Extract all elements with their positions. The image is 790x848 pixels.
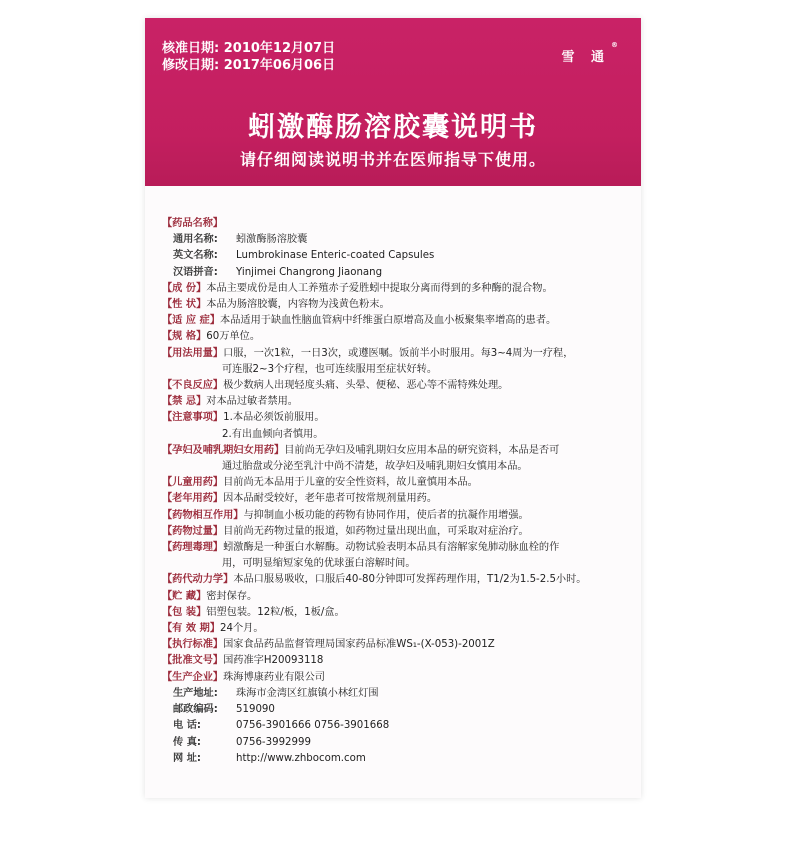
section-interactions [162, 508, 632, 524]
sub-label: 邮政编码: [173, 704, 218, 716]
section-elderly [162, 491, 632, 507]
website-value: http://www.zhbocom.com [236, 752, 366, 764]
section-value: 密封保存。 [206, 590, 258, 602]
section-value: 本品主要成份是由人工养殖赤子爱胜蚓中提取分离而得到的多种酶的混合物。 [206, 282, 553, 294]
sub-label: 传 真: [173, 736, 201, 748]
website-row [162, 751, 632, 767]
section-dosage [162, 346, 632, 362]
generic-name-row [162, 232, 632, 248]
section-pharmacokinetics [162, 572, 632, 588]
section-label: 【药物相互作用】 [162, 509, 244, 521]
section-value: 60万单位。 [206, 331, 261, 343]
section-label: 【有 效 期】 [162, 623, 221, 635]
section-label: 【药品名称】 [162, 218, 224, 229]
section-package [162, 605, 632, 621]
section-value: 口服，一次1粒，一日3次，或遵医嘱。饭前半小时服用。每3~4周为一疗程， [223, 347, 574, 359]
section-overdose [162, 524, 632, 540]
approval-date-line [162, 40, 335, 57]
fax-row [162, 735, 632, 751]
approval-date-label: 核准日期: [162, 41, 220, 56]
section-label: 【注意事项】 [162, 412, 224, 424]
section-storage [162, 589, 632, 605]
section-label: 【不良反应】 [162, 380, 224, 392]
section-contraindications [162, 394, 632, 410]
section-label: 【成 份】 [162, 282, 207, 294]
instruction-leaflet [145, 18, 641, 798]
section-pregnancy-cont [162, 459, 632, 475]
section-value: 目前尚无药物过量的报道，如药物过量出现出血，可采取对症治疗。 [223, 525, 529, 537]
section-value: 本品为肠溶胶囊，内容物为浅黄色粉末。 [206, 299, 390, 311]
generic-name: 蚓激酶肠溶胶囊 [236, 234, 308, 246]
section-precautions [162, 410, 632, 426]
section-value: 目前尚无本品用于儿童的安全性资料，故儿童慎用本品。 [223, 477, 478, 489]
revision-date: 2017年06月06日 [223, 58, 336, 73]
section-label: 【儿童用药】 [162, 477, 224, 489]
leaflet-body [162, 216, 632, 767]
sub-label: 英文名称: [173, 250, 218, 262]
section-manufacturer [162, 670, 632, 686]
section-value: 国药准字H20093118 [223, 655, 324, 667]
pinyin-name: Yinjimei Changrong Jiaonang [236, 266, 383, 278]
section-value: 本品口服易吸收，口服后40-80分钟即可发挥药理作用，T1/2为1.5-2.5小时。 [233, 574, 587, 586]
revision-date-line [162, 57, 335, 74]
section-label: 【孕妇及哺乳期妇女用药】 [162, 444, 285, 456]
section-value: 铝塑包装。12粒/板，1板/盒。 [206, 606, 345, 618]
leaflet-header [145, 18, 641, 186]
registered-mark: ® [611, 41, 618, 49]
section-value: 因本品耐受较好，老年患者可按常规剂量用药。 [223, 493, 438, 505]
section-label: 【生产企业】 [162, 671, 224, 683]
section-value: 与抑制血小板功能的药物有协同作用，使后者的抗凝作用增强。 [243, 509, 529, 521]
postcode-value: 519090 [236, 704, 275, 716]
document-title: 蚓激酶肠溶胶囊说明书 [248, 112, 538, 143]
section-label: 【禁 忌】 [162, 396, 207, 408]
section-dosage-cont [162, 362, 632, 378]
section-specification [162, 329, 632, 345]
english-name: Lumbrokinase Enteric-coated Capsules [236, 250, 435, 262]
section-approval-no [162, 653, 632, 669]
section-label: 【执行标准】 [162, 639, 224, 651]
section-indications [162, 313, 632, 329]
sub-label: 电 话: [173, 720, 201, 732]
section-label: 【性 状】 [162, 299, 207, 311]
section-label: 【适 应 症】 [162, 315, 221, 327]
section-value: 对本品过敏者禁用。 [206, 396, 298, 408]
date-block [162, 40, 335, 74]
section-drug-name [162, 216, 632, 232]
section-label: 【老年用药】 [162, 493, 224, 505]
section-pharmacology-cont [162, 556, 632, 572]
section-label: 【药物过量】 [162, 525, 224, 537]
revision-date-label: 修改日期: [162, 58, 220, 73]
section-label: 【药代动力学】 [162, 574, 234, 586]
section-value: 国家食品药品监督管理局国家药品标准WS₁-(X-053)-2001Z [223, 639, 495, 651]
brand-name: 雪 通 [561, 50, 610, 65]
address-value: 珠海市金湾区红旗镇小林红灯围 [236, 687, 379, 699]
section-value: 2.有出血倾向者慎用。 [222, 428, 324, 440]
approval-date: 2010年12月07日 [223, 41, 336, 56]
section-precautions-cont [162, 427, 632, 443]
section-value: 用，可明显缩短家兔的优球蛋白溶解时间。 [222, 558, 416, 570]
sub-label: 通用名称: [173, 234, 218, 246]
section-value: 可连服2~3个疗程，也可连续服用至症状好转。 [222, 363, 438, 375]
section-value: 目前尚无孕妇及哺乳期妇女应用本品的研究资料，本品是否可 [284, 444, 560, 456]
phone-value: 0756-3901666 0756-3901668 [236, 720, 390, 732]
section-label: 【药理毒理】 [162, 542, 224, 554]
section-validity [162, 621, 632, 637]
document-subtitle: 请仔细阅读说明书并在医师指导下使用。 [239, 150, 546, 169]
section-value: 1.本品必须饭前服用。 [223, 412, 325, 424]
section-label: 【包 装】 [162, 606, 207, 618]
section-label: 【贮 藏】 [162, 590, 207, 602]
section-value: 本品适用于缺血性脑血管病中纤维蛋白原增高及血小板聚集率增高的患者。 [220, 315, 557, 327]
brand-logo [561, 41, 618, 65]
section-label: 【批准文号】 [162, 655, 224, 667]
address-row [162, 686, 632, 702]
fax-value: 0756-3992999 [236, 736, 311, 748]
section-label: 【用法用量】 [162, 347, 224, 359]
section-value: 蚓激酶是一种蛋白水解酶。动物试验表明本品具有溶解家兔肺动脉血栓的作 [223, 542, 560, 554]
section-pharmacology [162, 540, 632, 556]
section-value: 24个月。 [220, 623, 264, 635]
section-standard [162, 637, 632, 653]
sub-label: 生产地址: [173, 687, 218, 699]
section-ingredients [162, 281, 632, 297]
sub-label: 网 址: [173, 752, 201, 764]
section-value: 珠海博康药业有限公司 [223, 671, 325, 683]
section-appearance [162, 297, 632, 313]
section-children [162, 475, 632, 491]
section-label: 【规 格】 [162, 331, 207, 343]
phone-row [162, 718, 632, 734]
pinyin-row [162, 265, 632, 281]
sub-label: 汉语拼音: [173, 266, 218, 278]
english-name-row [162, 248, 632, 264]
section-value: 通过胎盘或分泌至乳汁中尚不清楚，故孕妇及哺乳期妇女慎用本品。 [222, 461, 528, 473]
postcode-row [162, 702, 632, 718]
section-pregnancy [162, 443, 632, 459]
section-adverse [162, 378, 632, 394]
section-value: 极少数病人出现轻度头痛、头晕、便秘、恶心等不需特殊处理。 [223, 380, 509, 392]
